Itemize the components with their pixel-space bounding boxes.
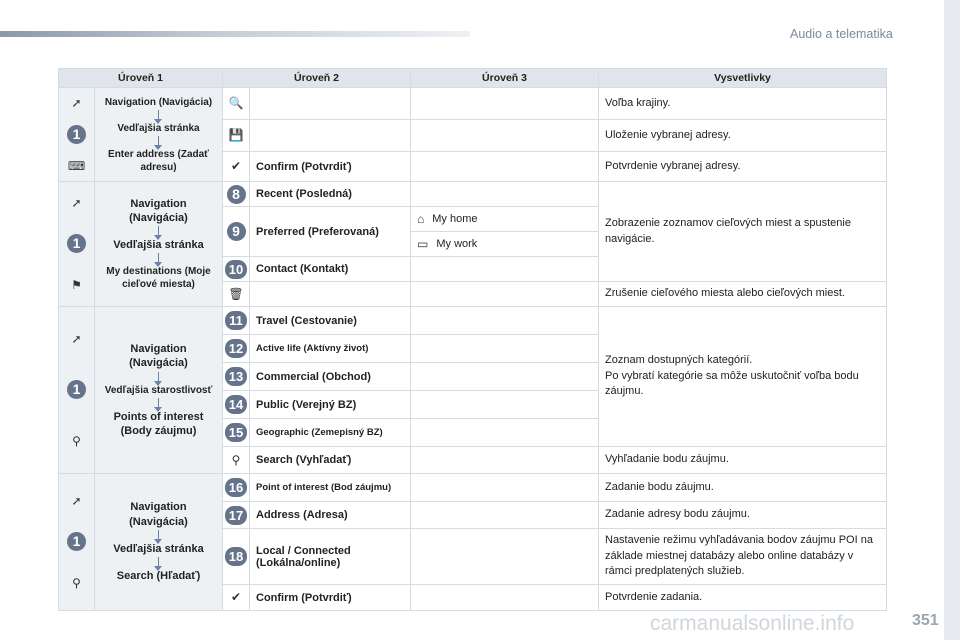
section-title: Audio a telematika <box>790 27 893 41</box>
explanation-cell: Potvrdenie zadania. <box>599 585 887 611</box>
level3-cell <box>411 335 599 363</box>
explanation-cell: Zadanie adresy bodu záujmu. <box>599 502 887 529</box>
level3-cell <box>411 257 599 282</box>
level2-cell <box>250 120 411 152</box>
home-icon: ⌂ <box>417 212 425 226</box>
checkmark-icon: ✔ <box>230 159 242 173</box>
explanation-cell: Potvrdenie vybranej adresy. <box>599 152 887 182</box>
level2-cell: Search (Vyhľadať) <box>250 447 411 474</box>
column-header: Úroveň 2 <box>223 69 411 88</box>
table-header-row <box>59 69 887 88</box>
level3-label: My home <box>432 213 478 225</box>
level3-cell <box>411 529 599 585</box>
badge-cell <box>223 207 250 257</box>
navigation-menu-table <box>58 68 887 611</box>
down-arrow-icon <box>158 110 159 121</box>
explanation-cell: Zoznam dostupných kategórií. Po vybratí kategórie sa môže uskutočniť voľba bodu záujmu. <box>599 307 887 447</box>
badge-cell <box>223 419 250 447</box>
badge-cell <box>223 307 250 335</box>
menu-path <box>95 88 223 182</box>
badge-cell <box>223 182 250 207</box>
explanation-cell: Zrušenie cieľového miesta alebo cieľových miest. <box>599 282 887 307</box>
step-badge: 15 <box>225 423 247 442</box>
menu-path-step: Navigation (Navigácia) <box>129 197 188 224</box>
level2-cell: Confirm (Potvrdiť) <box>250 585 411 611</box>
step-badge: 10 <box>225 260 247 279</box>
level3-cell <box>411 120 599 152</box>
save-icon: 💾 <box>228 128 244 142</box>
down-arrow-icon <box>158 398 159 409</box>
down-arrow-icon <box>158 530 159 541</box>
down-arrow-icon <box>158 372 159 383</box>
explanation-cell: Zobrazenie zoznamov cieľových miest a spustenie navigácie. <box>599 182 887 282</box>
level3-label: My work <box>436 238 478 250</box>
level3-cell <box>411 207 599 232</box>
trash-icon: 🗑 <box>228 286 244 301</box>
level2-cell: Active life (Aktívny život) <box>250 335 411 363</box>
search-icon: ⚲ <box>231 452 241 467</box>
level3-cell <box>411 307 599 335</box>
table-row <box>59 88 887 120</box>
level3-cell <box>411 447 599 474</box>
level3-cell <box>411 502 599 529</box>
explanation-cell: Vyhľadanie bodu záujmu. <box>599 447 887 474</box>
down-arrow-icon <box>158 136 159 147</box>
level2-cell: Point of interest (Bod záujmu) <box>250 474 411 502</box>
level2-cell: Commercial (Obchod) <box>250 363 411 391</box>
menu-path <box>95 307 223 474</box>
watermark: carmanualsonline.info <box>650 612 855 635</box>
step-badge: 11 <box>225 311 247 330</box>
step-badge: 1 <box>67 380 86 399</box>
level2-cell: Public (Verejný BZ) <box>250 391 411 419</box>
step-badge: 1 <box>67 234 86 253</box>
step-badge: 9 <box>227 222 246 241</box>
header-accent-bar <box>0 31 470 37</box>
menu-path-step: Navigation (Navigácia) <box>104 96 213 108</box>
down-arrow-icon <box>158 557 159 568</box>
step-badge: 8 <box>227 185 246 204</box>
menu-path-step: My destinations (Moje cieľové miesta) <box>106 266 211 291</box>
level2-cell <box>250 282 411 307</box>
explanation-cell: Uloženie vybranej adresy. <box>599 120 887 152</box>
badge-cell <box>223 391 250 419</box>
briefcase-icon: ▭ <box>417 237 429 251</box>
icon-cell <box>223 585 250 611</box>
step-badge: 13 <box>225 367 247 386</box>
level3-cell <box>411 585 599 611</box>
level2-cell: Address (Adresa) <box>250 502 411 529</box>
menu-path-step: Enter address (Zadať adresu) <box>108 148 209 173</box>
step-badge: 1 <box>67 125 86 144</box>
level2-cell: Geographic (Zemepisný BZ) <box>250 419 411 447</box>
icon-cell <box>223 120 250 152</box>
step-badge: 16 <box>225 478 247 497</box>
down-arrow-icon <box>158 226 159 237</box>
menu-path-step: Points of interest (Body záujmu) <box>113 410 204 437</box>
level2-cell: Recent (Posledná) <box>250 182 411 207</box>
navigation-arrow-icon: ➚ <box>71 331 82 346</box>
menu-path-step: Search (Hľadať) <box>116 570 201 583</box>
keyboard-icon: ⌨ <box>67 159 86 174</box>
level3-cell <box>411 88 599 120</box>
level2-cell: Confirm (Potvrdiť) <box>250 152 411 182</box>
level1-cell <box>59 88 95 182</box>
destination-flag-icon: ⚑ <box>71 278 82 293</box>
navigation-arrow-icon: ➚ <box>71 195 82 210</box>
column-header: Vysvetlivky <box>599 69 887 88</box>
search-abc-icon: ⚲ <box>72 576 81 591</box>
level2-cell: Travel (Cestovanie) <box>250 307 411 335</box>
page-number: 351 <box>912 612 939 629</box>
level3-cell <box>411 152 599 182</box>
level3-cell <box>411 363 599 391</box>
menu-path <box>95 474 223 611</box>
badge-cell <box>223 257 250 282</box>
level2-cell <box>250 88 411 120</box>
menu-path-step: Navigation (Navigácia) <box>129 342 188 370</box>
level3-cell <box>411 182 599 207</box>
menu-path-step: Vedľajšia stránka <box>113 239 204 252</box>
badge-cell <box>223 502 250 529</box>
badge-cell <box>223 363 250 391</box>
badge-cell <box>223 474 250 502</box>
table-row <box>59 474 887 502</box>
badge-cell <box>223 335 250 363</box>
map-search-icon: 🔍 <box>228 96 244 110</box>
column-header: Úroveň 1 <box>59 69 223 88</box>
table-row <box>59 307 887 335</box>
navigation-arrow-icon: ➚ <box>71 95 82 110</box>
level1-cell <box>59 182 95 307</box>
poi-icon: ⚲ <box>72 434 81 449</box>
level3-cell <box>411 232 599 257</box>
menu-path-step: Vedľajšia stránka <box>117 122 200 134</box>
step-badge: 18 <box>225 547 247 566</box>
down-arrow-icon <box>158 253 159 264</box>
explanation-cell: Zadanie bodu záujmu. <box>599 474 887 502</box>
column-header: Úroveň 3 <box>411 69 599 88</box>
level3-cell <box>411 282 599 307</box>
level1-cell <box>59 307 95 474</box>
icon-cell <box>223 152 250 182</box>
explanation-cell: Voľba krajiny. <box>599 88 887 120</box>
level2-cell: Contact (Kontakt) <box>250 257 411 282</box>
level3-cell <box>411 474 599 502</box>
level3-cell <box>411 391 599 419</box>
level2-cell: Preferred (Preferovaná) <box>250 207 411 257</box>
badge-cell <box>223 529 250 585</box>
icon-cell <box>223 88 250 120</box>
step-badge: 14 <box>225 395 247 414</box>
table-row <box>59 182 887 207</box>
menu-path-step: Vedľajšia stránka <box>113 543 204 555</box>
level2-cell: Local / Connected (Lokálna/online) <box>250 529 411 585</box>
menu-path-step: Navigation (Navigácia) <box>129 501 188 528</box>
level1-cell <box>59 474 95 611</box>
explanation-cell: Nastavenie režimu vyhľadávania bodov záujmu POI na základe miestnej databázy alebo online databázy v rámci predplatených služieb. <box>599 529 887 585</box>
icon-cell <box>223 447 250 474</box>
checkmark-icon: ✔ <box>230 590 242 604</box>
step-badge: 17 <box>225 506 247 525</box>
step-badge: 1 <box>67 532 86 551</box>
menu-path <box>95 182 223 307</box>
menu-path-step: Vedľajšia starostlivosť <box>104 384 213 396</box>
right-margin-strip <box>944 0 960 640</box>
level3-cell <box>411 419 599 447</box>
icon-cell <box>223 282 250 307</box>
navigation-arrow-icon: ➚ <box>71 493 82 508</box>
step-badge: 12 <box>225 339 247 358</box>
